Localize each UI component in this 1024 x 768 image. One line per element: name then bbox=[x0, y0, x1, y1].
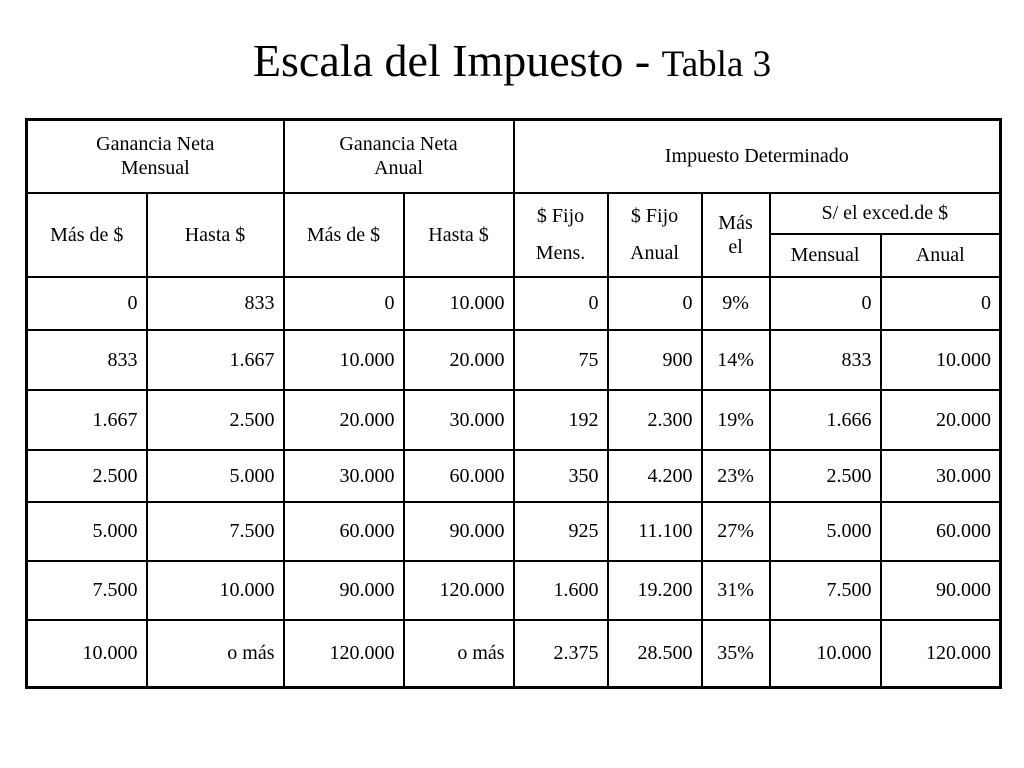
cell-exced-anual: 10.000 bbox=[881, 330, 1001, 390]
cell-anual-hasta: 20.000 bbox=[404, 330, 514, 390]
cell-exced-mensual: 833 bbox=[770, 330, 881, 390]
cell-anual-mas-de: 120.000 bbox=[284, 620, 404, 688]
cell-anual-hasta: 90.000 bbox=[404, 502, 514, 561]
cell-anual-mas-de: 0 bbox=[284, 277, 404, 330]
cell-anual-hasta: 60.000 bbox=[404, 450, 514, 502]
table-row bbox=[27, 502, 1001, 561]
cell-mensual-mas-de: 5.000 bbox=[27, 502, 147, 561]
cell-anual-mas-de: 30.000 bbox=[284, 450, 404, 502]
cell-mas-el: 27% bbox=[702, 502, 770, 561]
cell-mas-el: 35% bbox=[702, 620, 770, 688]
header-hasta-anual: Hasta $ bbox=[404, 193, 514, 277]
cell-fijo-mens: 0 bbox=[514, 277, 608, 330]
cell-fijo-anual: 4.200 bbox=[608, 450, 702, 502]
cell-anual-mas-de: 10.000 bbox=[284, 330, 404, 390]
header-ganancia-neta-anual bbox=[284, 120, 514, 193]
cell-anual-hasta: 120.000 bbox=[404, 561, 514, 620]
cell-exced-mensual: 1.666 bbox=[770, 390, 881, 450]
table-row bbox=[27, 390, 1001, 450]
cell-mensual-mas-de: 7.500 bbox=[27, 561, 147, 620]
cell-fijo-mens: 75 bbox=[514, 330, 608, 390]
header-fijo-anual bbox=[608, 193, 702, 277]
cell-fijo-mens: 1.600 bbox=[514, 561, 608, 620]
cell-mensual-mas-de: 833 bbox=[27, 330, 147, 390]
cell-anual-hasta: 30.000 bbox=[404, 390, 514, 450]
table-row bbox=[27, 330, 1001, 390]
cell-anual-mas-de: 60.000 bbox=[284, 502, 404, 561]
cell-fijo-anual: 900 bbox=[608, 330, 702, 390]
header-ganancia-neta-mensual-line-2: Mensual bbox=[120, 157, 190, 180]
header-fijo-mens-line-2: Mens. bbox=[535, 241, 586, 264]
header-mas-de-mensual: Más de $ bbox=[27, 193, 147, 277]
header-ganancia-neta-mensual-line-1: Ganancia Neta bbox=[96, 133, 215, 156]
header-row-2 bbox=[27, 193, 1001, 234]
cell-mensual-hasta: 2.500 bbox=[147, 390, 284, 450]
header-impuesto-determinado: Impuesto Determinado bbox=[514, 120, 1001, 193]
header-ganancia-neta-anual-line-1: Ganancia Neta bbox=[339, 133, 458, 156]
cell-mas-el: 23% bbox=[702, 450, 770, 502]
table-row bbox=[27, 450, 1001, 502]
cell-mas-el: 19% bbox=[702, 390, 770, 450]
header-ganancia-neta-anual-line-2: Anual bbox=[374, 157, 423, 180]
header-fijo-anual-line-1: $ Fijo bbox=[630, 204, 679, 227]
table-row bbox=[27, 620, 1001, 688]
cell-fijo-mens: 2.375 bbox=[514, 620, 608, 688]
cell-anual-hasta: 10.000 bbox=[404, 277, 514, 330]
cell-mas-el: 14% bbox=[702, 330, 770, 390]
header-mas-de-anual: Más de $ bbox=[284, 193, 404, 277]
cell-fijo-anual: 11.100 bbox=[608, 502, 702, 561]
cell-exced-anual: 120.000 bbox=[881, 620, 1001, 688]
cell-exced-mensual: 2.500 bbox=[770, 450, 881, 502]
cell-mensual-hasta: 7.500 bbox=[147, 502, 284, 561]
header-mas-el-line-2: el bbox=[728, 235, 743, 258]
cell-fijo-anual: 28.500 bbox=[608, 620, 702, 688]
cell-mensual-hasta: 10.000 bbox=[147, 561, 284, 620]
cell-fijo-mens: 192 bbox=[514, 390, 608, 450]
cell-exced-anual: 30.000 bbox=[881, 450, 1001, 502]
header-fijo-mens bbox=[514, 193, 608, 277]
cell-mas-el: 31% bbox=[702, 561, 770, 620]
title-sub: Tabla 3 bbox=[661, 44, 772, 85]
table-row bbox=[27, 277, 1001, 330]
cell-exced-mensual: 5.000 bbox=[770, 502, 881, 561]
cell-fijo-anual: 0 bbox=[608, 277, 702, 330]
header-fijo-mens-line-1: $ Fijo bbox=[536, 204, 585, 227]
cell-mensual-mas-de: 0 bbox=[27, 277, 147, 330]
cell-mensual-mas-de: 2.500 bbox=[27, 450, 147, 502]
cell-mensual-hasta: 1.667 bbox=[147, 330, 284, 390]
header-mas-el-line-1: Más bbox=[718, 211, 753, 234]
cell-mensual-hasta: 833 bbox=[147, 277, 284, 330]
header-ganancia-neta-mensual bbox=[27, 120, 284, 193]
cell-fijo-mens: 350 bbox=[514, 450, 608, 502]
cell-mensual-hasta: o más bbox=[147, 620, 284, 688]
cell-fijo-anual: 2.300 bbox=[608, 390, 702, 450]
header-anual: Anual bbox=[881, 234, 1001, 277]
cell-exced-mensual: 0 bbox=[770, 277, 881, 330]
header-mas-el bbox=[702, 193, 770, 277]
cell-fijo-mens: 925 bbox=[514, 502, 608, 561]
cell-mensual-hasta: 5.000 bbox=[147, 450, 284, 502]
header-hasta-mensual: Hasta $ bbox=[147, 193, 284, 277]
title-main: Escala del Impuesto - bbox=[252, 35, 662, 86]
table-row bbox=[27, 561, 1001, 620]
cell-mensual-mas-de: 1.667 bbox=[27, 390, 147, 450]
header-mensual: Mensual bbox=[770, 234, 881, 277]
cell-mensual-mas-de: 10.000 bbox=[27, 620, 147, 688]
header-fijo-anual-line-2: Anual bbox=[630, 241, 679, 264]
header-s-el-exced: S/ el exced.de $ bbox=[770, 193, 1001, 234]
page-title bbox=[0, 35, 1024, 86]
tax-scale-table bbox=[25, 118, 1002, 689]
cell-anual-hasta: o más bbox=[404, 620, 514, 688]
cell-anual-mas-de: 20.000 bbox=[284, 390, 404, 450]
cell-fijo-anual: 19.200 bbox=[608, 561, 702, 620]
header-row-1 bbox=[27, 120, 1001, 193]
cell-exced-mensual: 10.000 bbox=[770, 620, 881, 688]
cell-mas-el: 9% bbox=[702, 277, 770, 330]
cell-exced-mensual: 7.500 bbox=[770, 561, 881, 620]
cell-exced-anual: 60.000 bbox=[881, 502, 1001, 561]
cell-anual-mas-de: 90.000 bbox=[284, 561, 404, 620]
cell-exced-anual: 90.000 bbox=[881, 561, 1001, 620]
cell-exced-anual: 0 bbox=[881, 277, 1001, 330]
cell-exced-anual: 20.000 bbox=[881, 390, 1001, 450]
